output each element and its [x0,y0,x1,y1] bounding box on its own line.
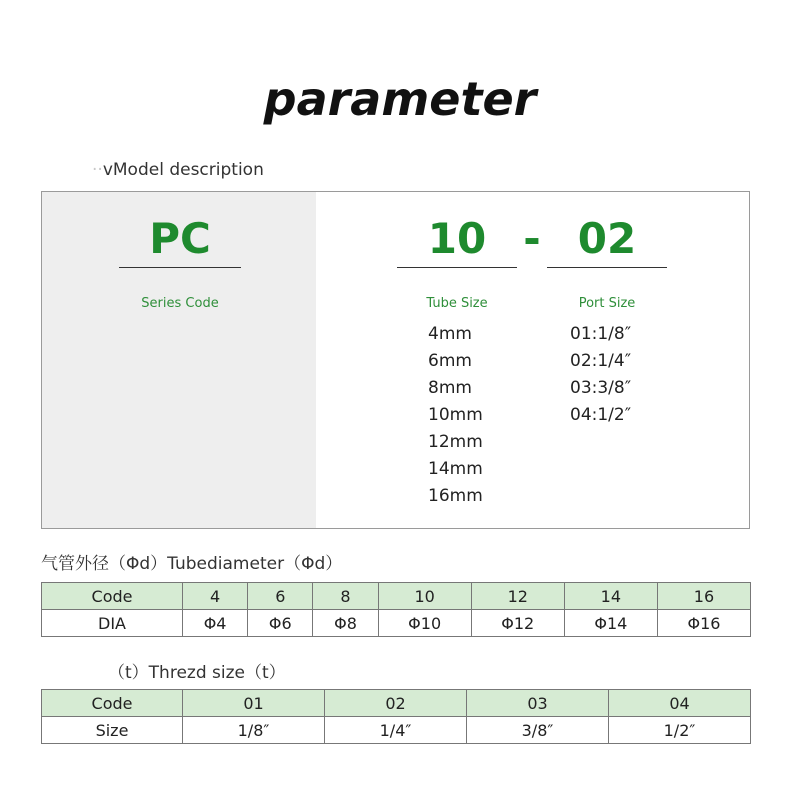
table-cell: 01 [183,690,325,717]
table-cell: 12 [471,583,564,610]
port-size-list [570,321,631,429]
list-item: 6mm [428,351,472,371]
model-prefix: v [102,160,113,180]
list-item: 16mm [428,486,483,506]
table-cell: Φ4 [183,610,248,637]
list-item: 02:1/4″ [570,351,632,371]
model-description-label: Model description [112,160,264,180]
table-cell: 03 [467,690,609,717]
series-code-underline [119,267,241,268]
thread-size-heading: （t）Threzd size（t） [108,663,286,683]
table-cell: 14 [564,583,657,610]
port-size-label: Port Size [578,296,636,311]
table-cell: 16 [657,583,750,610]
table-cell: Size [42,717,183,744]
table-cell: Φ8 [313,610,378,637]
table-cell: 1/8″ [183,717,325,744]
table-cell: 04 [609,690,751,717]
table-cell: Code [42,583,183,610]
table-cell: 02 [325,690,467,717]
table-cell: Φ6 [248,610,313,637]
table-cell: Code [42,690,183,717]
list-item: 03:3/8″ [570,378,632,398]
table-cell: Φ12 [471,610,564,637]
tube-code-underline [397,267,517,268]
table-cell: Φ10 [378,610,471,637]
table-cell: Φ14 [564,610,657,637]
port-code-value: 02 [577,214,637,263]
list-item: 04:1/2″ [570,405,632,425]
table-cell: 10 [378,583,471,610]
code-separator: - [523,214,541,263]
table-cell: Φ16 [657,610,750,637]
tube-size-list [428,321,483,510]
tube-size-label: Tube Size [426,296,488,311]
list-item: 01:1/8″ [570,324,632,344]
page-title: parameter [263,72,537,126]
series-code-label: Series Code [141,296,219,311]
table-cell: 1/2″ [609,717,751,744]
thread-size-table [41,689,751,744]
tube-diameter-table [41,582,751,637]
list-item: 4mm [428,324,472,344]
tube-code-value: 10 [427,214,487,263]
table-row [42,610,751,637]
table-cell: 4 [183,583,248,610]
table-cell: 3/8″ [467,717,609,744]
list-item: 10mm [428,405,483,425]
tube-diameter-heading: 气管外径（Φd）Tubediameter（Φd） [41,554,343,574]
model-description-panel [41,191,750,529]
table-cell: 8 [313,583,378,610]
list-item: 14mm [428,459,483,479]
table-cell: 1/4″ [325,717,467,744]
table-row [42,583,751,610]
list-item: 12mm [428,432,483,452]
table-row [42,690,751,717]
table-cell: DIA [42,610,183,637]
port-code-underline [547,267,667,268]
model-description-heading: ··vModel description [92,160,264,180]
list-item: 8mm [428,378,472,398]
series-code-value: PC [149,214,211,263]
table-row [42,717,751,744]
table-cell: 6 [248,583,313,610]
